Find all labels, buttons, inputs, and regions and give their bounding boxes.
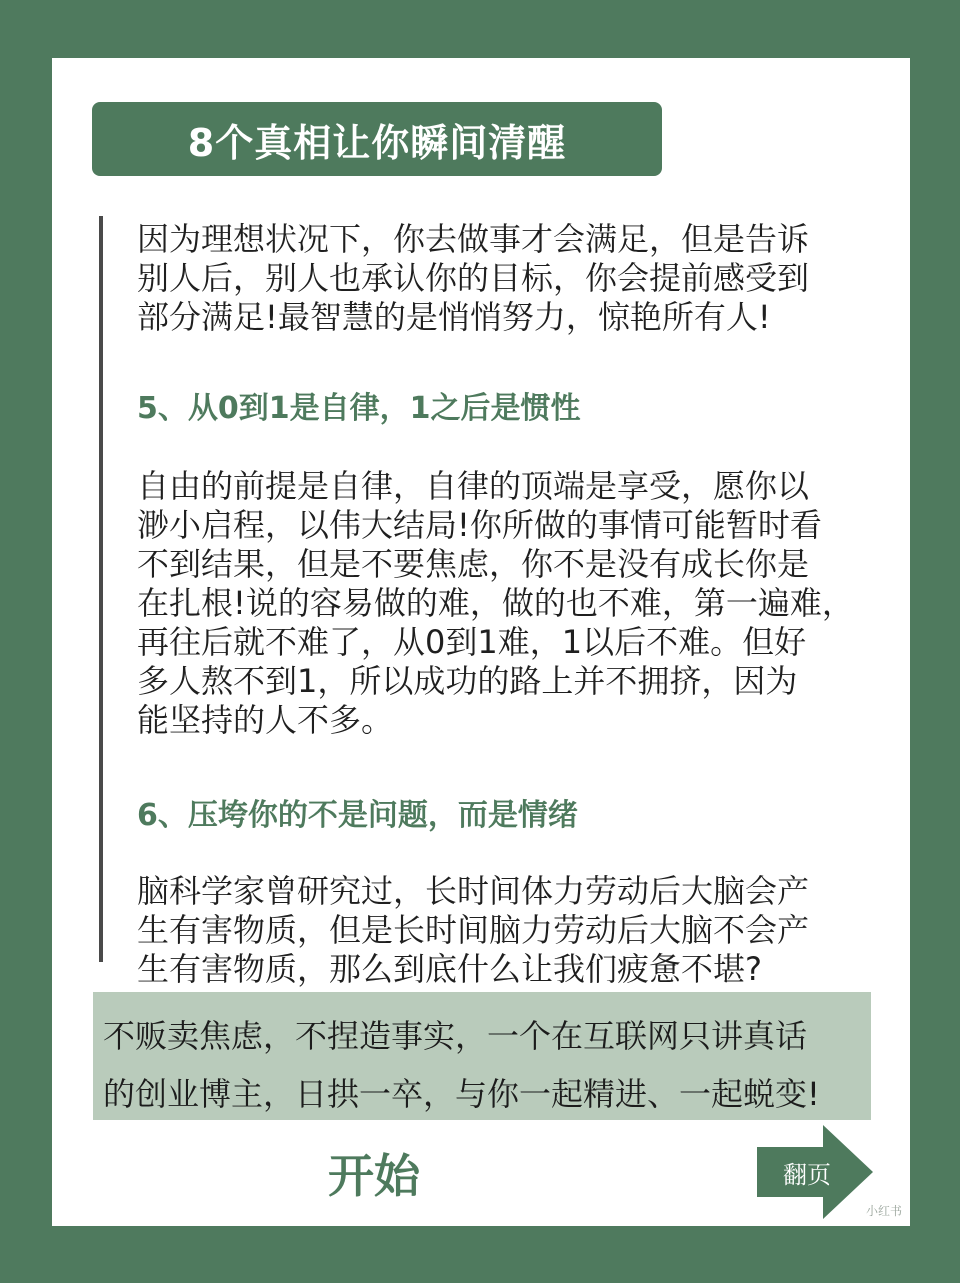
blogger-intro-line-2: 的创业博主，日拱一卒，与你一起精进、一起蜕变! (103, 1075, 820, 1113)
paragraph-brain-science: 脑科学家曾研究过，长时间体力劳动后大脑会产 生有害物质，但是长时间脑力劳动后大脑不会产 生有害物质，那么到底什么让我们疲惫不堪? (137, 872, 810, 988)
section-heading-5: 5、从0到1是自律，1之后是惯性 (137, 391, 581, 426)
blogger-intro-line-1: 不贩卖焦虑，不捏造事实，一个在互联网只讲真话 (103, 1017, 808, 1055)
title-banner (92, 102, 662, 176)
start-label: 开始 (328, 1149, 420, 1203)
paragraph-ideal-state: 因为理想状况下，你去做事才会满足，但是告诉 别人后，别人也承认你的目标，你会提前感受到 部分满足!最智慧的是悄悄努力，惊艳所有人! (137, 220, 810, 336)
watermark-logo: 小红书 (866, 1204, 903, 1218)
paragraph-self-discipline: 自由的前提是自律，自律的顶端是享受，愿你以 渺小启程，以伟大结局!你所做的事情可能暂时看 不到结果，但是不要焦虑，你不是没有成长你是 在扎根!说的容易做的难，做的也不难，第一遍难， 再往后就不难了，从0到1难，1以后不难。但好 多人熬不到1，所以成功的路上并不拥挤，因为 能坚持的人不多。 (137, 467, 854, 739)
quote-side-bar (99, 216, 103, 962)
page-title: 8个真相让你瞬间清醒 (187, 120, 567, 165)
next-page-label[interactable]: 翻页 (783, 1161, 831, 1189)
section-heading-6: 6、压垮你的不是问题，而是情绪 (137, 798, 578, 833)
